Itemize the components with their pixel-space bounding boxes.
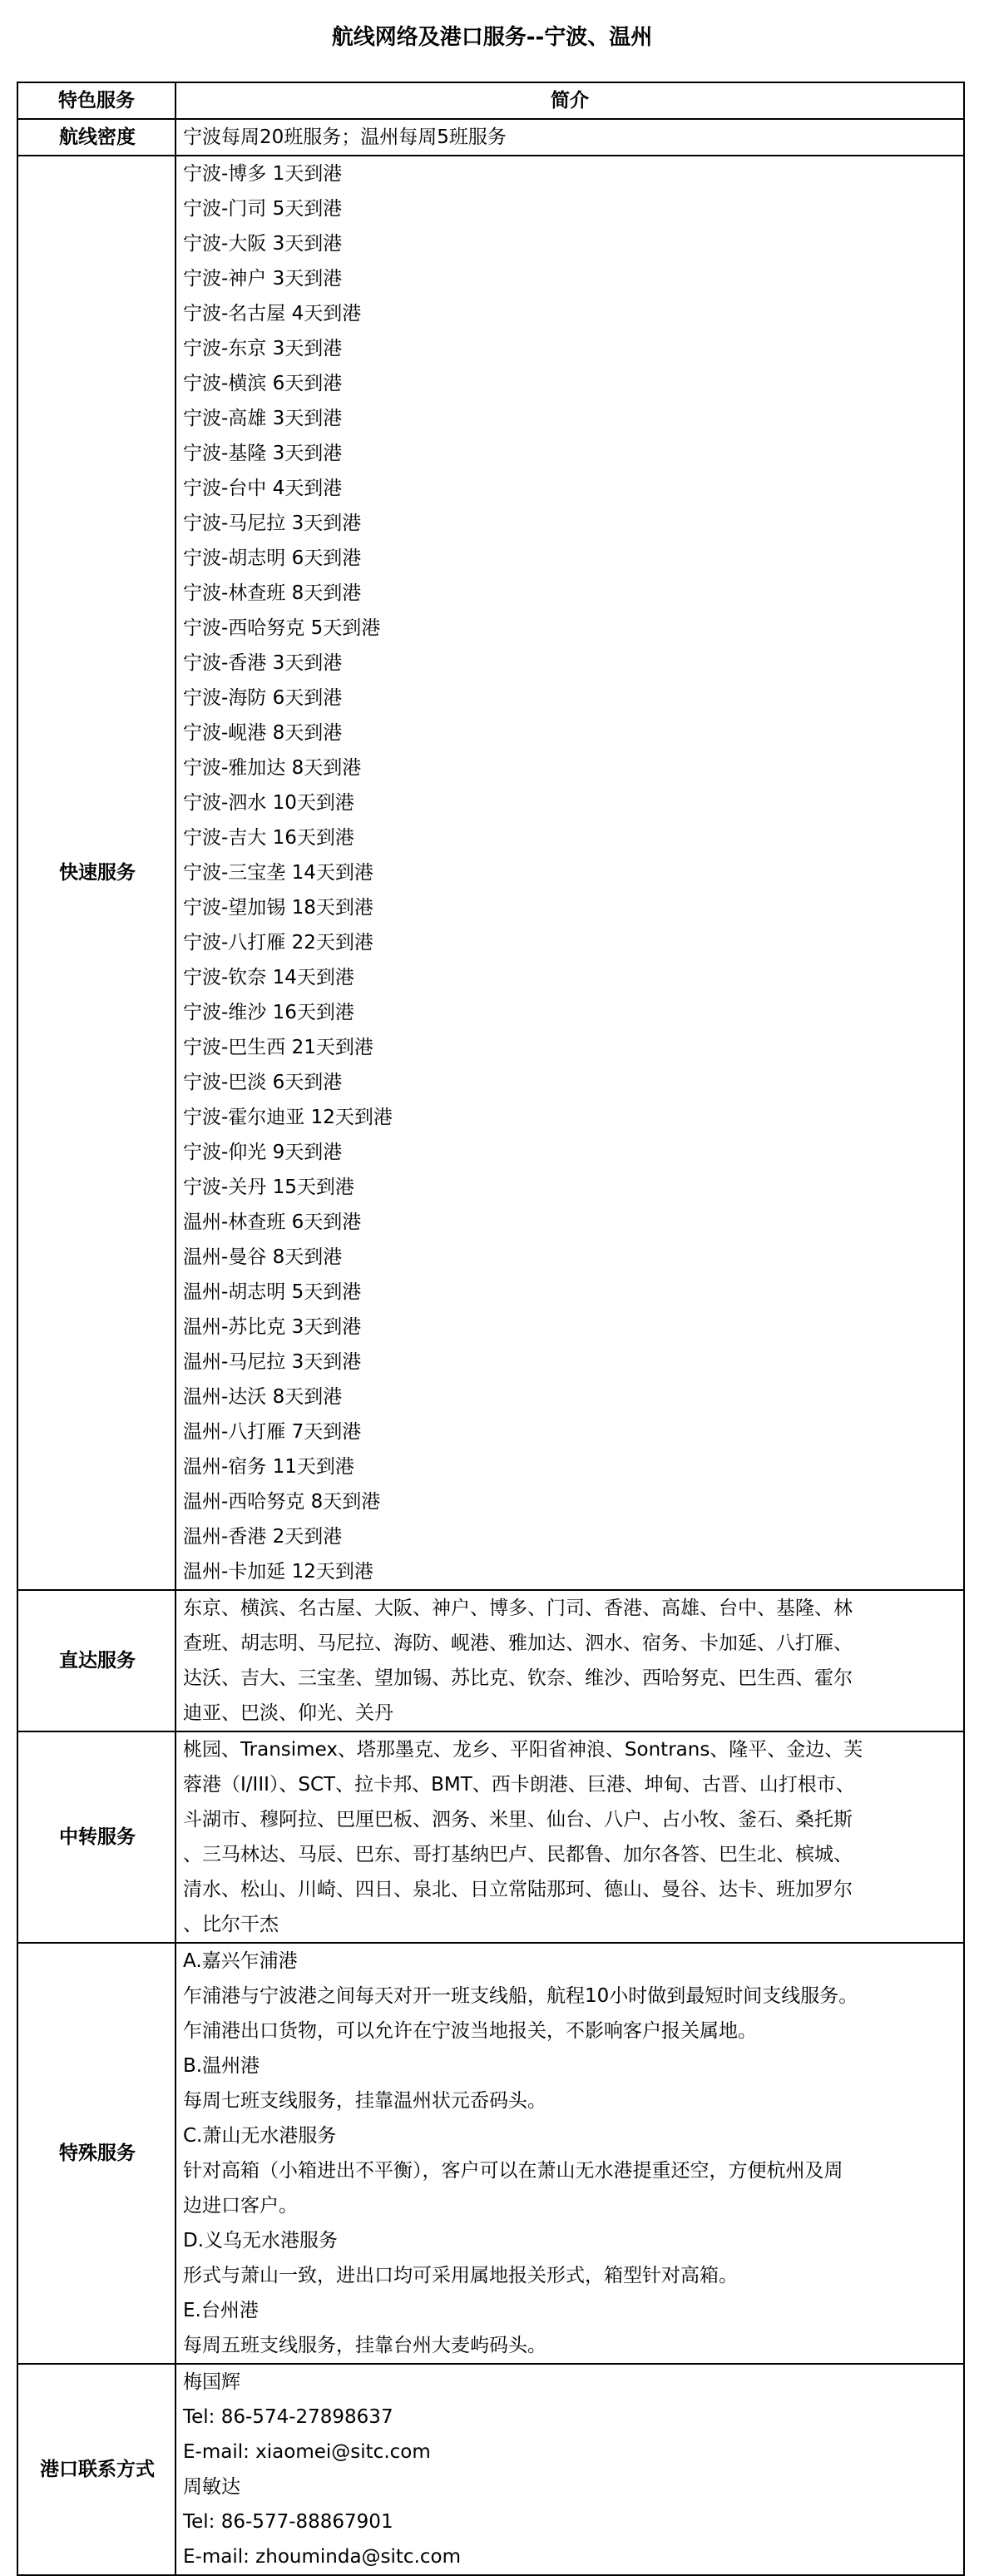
list-item: 宁波-西哈努克 5天到港 [183,617,381,639]
row-transit [17,1731,964,1943]
list-item: 宁波-胡志明 6天到港 [183,547,362,569]
table-header-row [17,82,964,119]
list-item: 宁波-钦奈 14天到港 [183,967,354,988]
list-item: 温州-林查班 6天到港 [183,1211,362,1233]
list-item: 温州-八打雁 7天到港 [183,1421,362,1443]
list-item: 宁波-门司 5天到港 [183,198,343,220]
services-table [17,82,965,2576]
list-item: 宁波-关丹 15天到港 [183,1177,354,1198]
list-item: 宁波-海防 6天到港 [183,687,343,709]
text-line: D.义乌无水港服务 [183,2230,339,2252]
contact-name: 周敏达 [183,2476,240,2498]
text-line: 每周五班支线服务，挂靠台州大麦屿码头。 [183,2335,546,2356]
list-item: 宁波-基隆 3天到港 [183,443,343,464]
text-line: 边进口客户。 [183,2195,298,2217]
list-item: 宁波-横滨 6天到港 [183,373,343,394]
list-item: 宁波-大阪 3天到港 [183,233,343,255]
text-line: 达沃、吉大、三宝垄、望加锡、苏比克、钦奈、维沙、西哈努克、巴生西、霍尔 [183,1667,853,1689]
text-line: 桃园、Transimex、塔那墨克、龙乡、平阳省神浪、Sontrans、隆平、金边、芙 [183,1739,863,1761]
list-item: 宁波-雅加达 8天到港 [183,757,362,779]
row-special [17,1943,964,2364]
list-item: 宁波-神户 3天到港 [183,268,343,290]
text-line: 乍浦港出口货物，可以允许在宁波当地报关，不影响客户报关属地。 [183,2020,757,2042]
density-text: 宁波每周20班服务；温州每周5班服务 [176,119,964,156]
text-line: C.萧山无水港服务 [183,2125,337,2147]
row-express [17,156,964,1590]
list-item: 宁波-吉大 16天到港 [183,827,354,849]
express-label: 快速服务 [17,156,176,1590]
list-item: 宁波-维沙 16天到港 [183,1002,354,1023]
row-contact [17,2364,964,2575]
list-item: 宁波-三宝垄 14天到港 [183,862,373,884]
header-feature: 特色服务 [17,82,176,119]
list-item: 宁波-巴生西 21天到港 [183,1037,373,1058]
text-line: E.台州港 [183,2300,259,2321]
list-item: 温州-宿务 11天到港 [183,1456,354,1478]
text-line: 迪亚、巴淡、仰光、关丹 [183,1702,393,1724]
transit-ports [176,1731,964,1943]
text-line: 东京、横滨、名古屋、大阪、神户、博多、门司、香港、高雄、台中、基隆、林 [183,1598,853,1619]
list-item: 宁波-霍尔迪亚 12天到港 [183,1107,393,1128]
text-line: B.温州港 [183,2055,260,2077]
direct-ports [176,1590,964,1731]
text-line: 蓉港（I/III）、SCT、拉卡邦、BMT、西卡朗港、巨港、坤甸、古晋、山打根市、 [183,1774,855,1796]
list-item: 宁波-林查班 8天到港 [183,582,362,604]
list-item: 宁波-望加锡 18天到港 [183,897,373,919]
text-line: 每周七班支线服务，挂靠温州状元岙码头。 [183,2090,546,2112]
contact-info [176,2364,964,2575]
list-item: 宁波-名古屋 4天到港 [183,303,362,324]
express-list [176,156,964,1590]
direct-label: 直达服务 [17,1590,176,1731]
list-item: 温州-苏比克 3天到港 [183,1316,362,1338]
density-label: 航线密度 [17,119,176,156]
list-item: 温州-西哈努克 8天到港 [183,1491,381,1513]
text-line: 、比尔干杰 [183,1914,279,1935]
contact-label: 港口联系方式 [17,2364,176,2575]
contact-email[interactable]: E-mail: xiaomei@sitc.com [183,2441,431,2463]
list-item: 温州-胡志明 5天到港 [183,1281,362,1303]
list-item: 宁波-泗水 10天到港 [183,792,354,814]
contact-name: 梅国辉 [183,2371,240,2393]
text-line: 查班、胡志明、马尼拉、海防、岘港、雅加达、泗水、宿务、卡加延、八打雁、 [183,1632,853,1654]
list-item: 宁波-东京 3天到港 [183,338,343,359]
list-item: 宁波-马尼拉 3天到港 [183,513,362,534]
text-line: A.嘉兴乍浦港 [183,1950,298,1972]
contact-tel: Tel: 86-574-27898637 [183,2406,393,2428]
transit-label: 中转服务 [17,1731,176,1943]
list-item: 宁波-八打雁 22天到港 [183,932,373,954]
row-density [17,119,964,156]
contact-tel: Tel: 86-577-88867901 [183,2511,393,2533]
list-item: 宁波-巴淡 6天到港 [183,1072,343,1093]
text-line: 乍浦港与宁波港之间每天对开一班支线船，航程10小时做到最短时间支线服务。 [183,1985,858,2007]
list-item: 温州-香港 2天到港 [183,1526,343,1548]
text-line: 形式与萧山一致，进出口均可采用属地报关形式，箱型针对高箱。 [183,2265,738,2286]
list-item: 温州-曼谷 8天到港 [183,1246,343,1268]
contact-email[interactable]: E-mail: zhouminda@sitc.com [183,2546,462,2568]
special-services [176,1943,964,2364]
row-direct [17,1590,964,1731]
text-line: 、三马林达、马辰、巴东、哥打基纳巴卢、民都鲁、加尔各答、巴生北、槟城、 [183,1844,853,1865]
text-line: 清水、松山、川崎、四日、泉北、日立常陆那珂、德山、曼谷、达卡、班加罗尔 [183,1879,853,1900]
list-item: 温州-马尼拉 3天到港 [183,1351,362,1373]
text-line: 针对高箱（小箱进出不平衡），客户可以在萧山无水港提重还空，方便杭州及周 [183,2160,843,2182]
header-description: 简介 [176,82,964,119]
list-item: 宁波-台中 4天到港 [183,478,343,499]
list-item: 温州-达沃 8天到港 [183,1386,343,1408]
list-item: 宁波-香港 3天到港 [183,652,343,674]
list-item: 宁波-高雄 3天到港 [183,408,343,429]
list-item: 宁波-仰光 9天到港 [183,1142,343,1163]
list-item: 宁波-博多 1天到港 [183,163,343,185]
text-line: 斗湖市、穆阿拉、巴厘巴板、泗务、米里、仙台、八户、占小牧、釜石、桑托斯 [183,1809,853,1830]
page-title: 航线网络及港口服务--宁波、温州 [331,25,653,50]
list-item: 温州-卡加延 12天到港 [183,1561,373,1583]
list-item: 宁波-岘港 8天到港 [183,722,343,744]
special-label: 特殊服务 [17,1943,176,2364]
